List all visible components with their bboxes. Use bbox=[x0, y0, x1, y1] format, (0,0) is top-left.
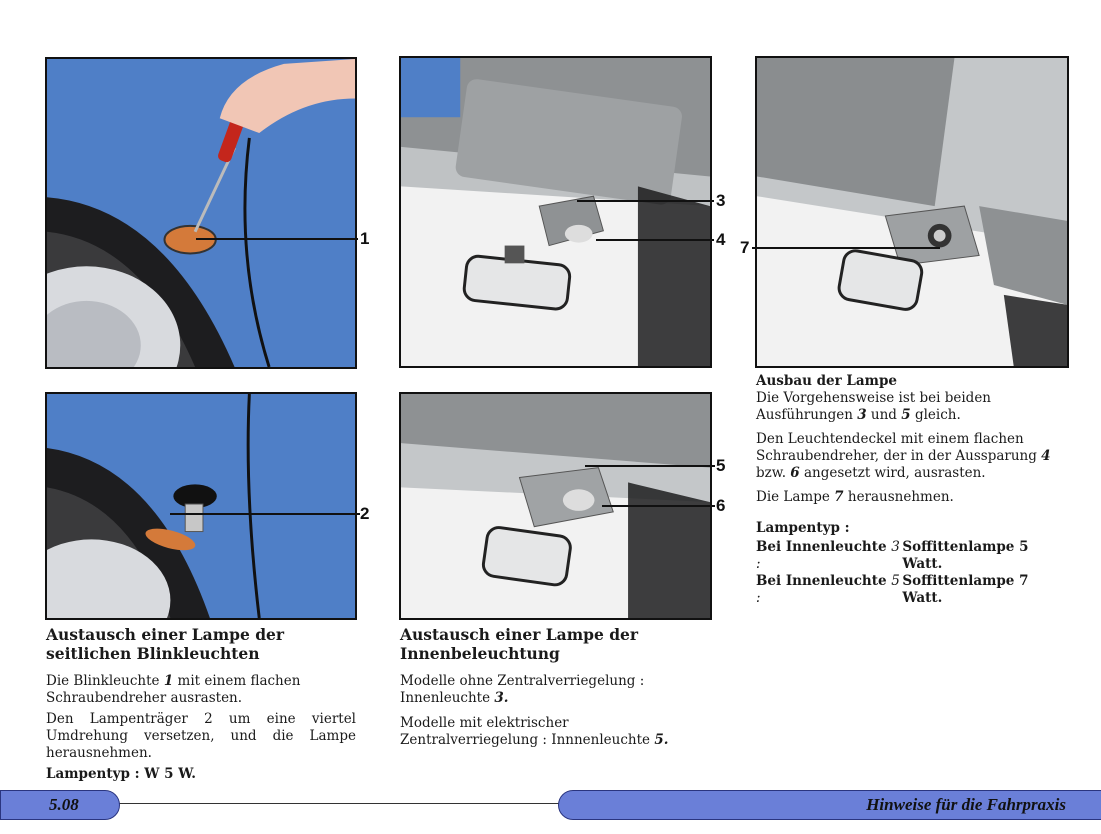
lamp-row-3-label: Bei Innenleuchte bbox=[756, 539, 887, 555]
callout-2: 2 bbox=[360, 504, 370, 523]
text-procedure-post: gleich. bbox=[910, 407, 961, 423]
text-indicator-pre: Die Blinkleuchte bbox=[46, 673, 164, 689]
ref-number-3b: 3 bbox=[857, 407, 867, 423]
paragraph-remove-lamp bbox=[756, 489, 1066, 506]
callout-line-6 bbox=[602, 505, 715, 507]
heading-lamp-removal: Ausbau der Lampe bbox=[756, 373, 897, 389]
ref-number-5b: 5 bbox=[901, 407, 911, 423]
paragraph-models-electric-locking bbox=[400, 715, 711, 749]
photo-lamp-removal bbox=[755, 56, 1069, 368]
ref-number-1: 1 bbox=[163, 673, 174, 689]
lamp-row-3-num: 3 : bbox=[756, 539, 900, 572]
column-lamp-removal bbox=[756, 373, 1066, 607]
ref-number-3: 3. bbox=[494, 690, 509, 706]
lamp-row-5-spec: Soffittenlampe 7 Watt. bbox=[902, 573, 1029, 606]
ref-number-7: 7 bbox=[834, 489, 844, 505]
text-remove-post: herausnehmen. bbox=[843, 489, 954, 505]
photo-lamp-holder bbox=[45, 392, 357, 620]
callout-1: 1 bbox=[360, 229, 370, 248]
callout-7: 7 bbox=[740, 238, 750, 257]
text-procedure-pre: Die Vorgehensweise ist bei beiden Ausführungen bbox=[756, 390, 991, 423]
lamp-row-5-num: 5 : bbox=[756, 573, 900, 606]
ref-number-5: 5. bbox=[654, 732, 669, 748]
text-procedure-mid: und bbox=[866, 407, 902, 423]
lamp-type-label: Lampentyp : bbox=[756, 520, 850, 536]
paragraph-procedure bbox=[756, 390, 1066, 424]
section-title: Hinweise für die Fahrpraxis bbox=[558, 790, 1101, 820]
paragraph-lamp-holder: Den Lampenträger 2 um eine viertel Umdrehung versetzen, und die Lampe herausnehmen. bbox=[46, 711, 356, 761]
text-cover-mid: bzw. bbox=[756, 465, 791, 481]
lamp-type-row-3 bbox=[756, 539, 1066, 573]
text-models-no-locking: Modelle ohne Zentralverriegelung : Innenleuchte bbox=[400, 673, 645, 706]
lamp-row-5-label: Bei Innenleuchte bbox=[756, 573, 887, 589]
photo-side-indicator-removal bbox=[45, 57, 357, 369]
paragraph-cover-removal bbox=[756, 431, 1066, 482]
callout-3: 3 bbox=[716, 191, 726, 210]
lamp-type-indicator: Lampentyp : W 5 W. bbox=[46, 766, 196, 782]
callout-line-5 bbox=[585, 465, 715, 467]
callout-6: 6 bbox=[716, 496, 726, 515]
column-interior-light bbox=[400, 625, 711, 753]
text-indicator-post: mit einem flachen Schraubendreher ausrasten. bbox=[46, 673, 301, 706]
text-remove-pre: Die Lampe bbox=[756, 489, 835, 505]
callout-5: 5 bbox=[716, 456, 726, 475]
paragraph-indicator-removal bbox=[46, 673, 356, 707]
lamp-row-3-left bbox=[756, 539, 902, 573]
text-models-electric-locking: Modelle mit elektrischer Zentralverriegelung : Innnenleuchte bbox=[400, 715, 655, 748]
lamp-row-3-spec: Soffittenlampe 5 Watt. bbox=[902, 539, 1029, 572]
paragraph-models-no-locking bbox=[400, 673, 711, 707]
ref-number-4: 4 bbox=[1041, 448, 1051, 464]
callout-4: 4 bbox=[716, 230, 726, 249]
callout-line-7 bbox=[752, 247, 940, 249]
column-side-indicator bbox=[46, 625, 356, 787]
callout-line-1 bbox=[196, 238, 358, 240]
callout-line-4 bbox=[596, 239, 714, 241]
photo-interior-light-3 bbox=[399, 56, 712, 368]
lamp-type-row-5 bbox=[756, 573, 1066, 607]
page-number: 5.08 bbox=[0, 790, 120, 820]
callout-line-3 bbox=[577, 200, 714, 202]
ref-number-6: 6 bbox=[790, 465, 800, 481]
heading-side-indicator: Austausch einer Lampe der seitlichen Blinkleuchten bbox=[46, 625, 285, 663]
text-cover-post: angesetzt wird, ausrasten. bbox=[799, 465, 986, 481]
heading-interior-light: Austausch einer Lampe der Innenbeleuchtung bbox=[400, 625, 639, 663]
footer-rule bbox=[110, 803, 565, 804]
text-cover-pre: Den Leuchtendeckel mit einem flachen Schraubendreher, der in der Aussparung bbox=[756, 431, 1042, 464]
callout-line-2 bbox=[170, 513, 360, 515]
lamp-row-5-left bbox=[756, 573, 902, 607]
